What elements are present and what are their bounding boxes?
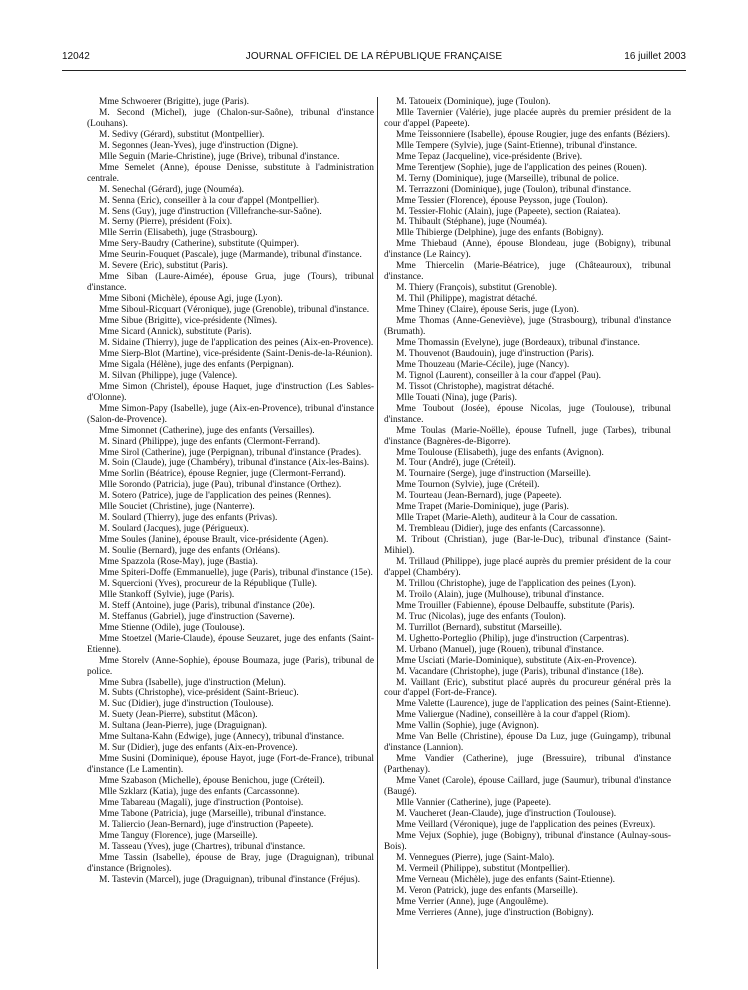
appointment-entry: Mlle Szklarz (Katia), juge des enfants (Carcassonne). [99, 787, 300, 798]
appointment-entry: Mme Soules (Janine), épouse Brault, vice-présidente (Agen). [99, 535, 329, 546]
appointment-entry: M. Vacandare (Christophe), juge (Paris), tribunal d'instance (18e). [396, 666, 644, 677]
appointment-entry: M. Turrillot (Bernard), substitut (Marseille). [396, 622, 562, 633]
appointment-entry: M. Taliercio (Jean-Bernard), juge d'instruction (Papeete). [99, 819, 314, 830]
appointment-entry: Mme Tanguy (Florence), juge (Marseille). [99, 830, 258, 841]
appointment-entry: Mme Toulouse (Elisabeth), juge des enfants (Avignon). [396, 447, 604, 458]
appointment-entry: Mme Verrier (Anne), juge (Angoulême). [396, 896, 549, 907]
appointment-entry: Mme Susini (Dominique), épouse Hayot, juge (Fort-de-France), tribunal d'instance (Le Lamentin). [87, 754, 374, 776]
appointment-entry: M. Soulard (Jacques), juge (Périgueux). [99, 524, 249, 535]
appointment-entry: Mme Sigala (Hélène), juge des enfants (Perpignan). [99, 359, 294, 370]
appointment-entry: Mme Stoetzel (Marie-Claude), épouse Seuzaret, juge des enfants (Saint-Etienne). [87, 633, 374, 655]
appointment-entry: M. Sotero (Patrice), juge de l'application des peines (Rennes). [99, 491, 332, 502]
appointment-entry: M. Sidaine (Thierry), juge de l'application des peines (Aix-en-Provence). [99, 337, 374, 348]
appointment-entry: Mlle Souciet (Christine), juge (Nanterre). [99, 502, 255, 513]
appointment-entry: M. Terrazzoni (Dominique), juge (Toulon), tribunal d'instance. [396, 184, 632, 195]
appointment-entry: M. Silvan (Philippe), juge (Valence). [99, 370, 238, 381]
appointment-entry: Mme Terentjew (Sophie), juge de l'application des peines (Rouen). [396, 162, 647, 173]
appointment-entry: M. Vaillant (Eric), substitut placé auprès du procureur général près la cour d'appel (Fort-de-France). [384, 677, 671, 699]
appointment-entry: Mme Valette (Laurence), juge de l'application des peines (Saint-Etienne). [396, 699, 671, 710]
appointment-entry: Mme Siboul-Ricquart (Véronique), juge (Grenoble), tribunal d'instance. [99, 305, 370, 316]
appointment-entry: M. Steffanus (Gabriel), juge d'instruction (Saverne). [99, 611, 295, 622]
appointment-entry: Mme Simon (Christel), épouse Haquet, juge d'instruction (Les Sables-d'Olonne). [87, 381, 374, 403]
appointment-entry: M. Troilo (Alain), juge (Mulhouse), tribunal d'instance. [396, 589, 604, 600]
appointment-entry: Mme Tessier (Florence), épouse Peysson, juge (Toulon). [396, 195, 608, 206]
appointment-entry: Mme Valiergue (Nadine), conseillère à la cour d'appel (Riom). [396, 710, 631, 721]
appointment-entry: Mme Tabareau (Magali), juge d'instruction (Pontoise). [99, 798, 304, 808]
appointment-entry: Mme Thouzeau (Marie-Cécile), juge (Nancy). [396, 359, 570, 370]
appointment-entry: M. Thibault (Stéphane), juge (Nouméa). [396, 217, 548, 228]
appointment-entry: Mme Vandier (Catherine), juge (Bressuire), tribunal d'instance (Parthenay). [384, 754, 671, 776]
appointment-entry: M. Tourteau (Jean-Bernard), juge (Papeete). [396, 491, 562, 502]
appointment-entry: Mme Teissonniere (Isabelle), épouse Rougier, juge des enfants (Béziers). [396, 129, 670, 140]
appointment-entry: M. Thouvenot (Baudouin), juge d'instruction (Paris). [396, 348, 594, 359]
appointment-entry: M. Serny (Pierre), président (Foix). [99, 217, 233, 228]
appointment-entry: M. Tatoueix (Dominique), juge (Toulon). [396, 97, 551, 107]
appointment-entry: Mme Sibue (Brigitte), vice-présidente (Nîmes). [99, 316, 278, 327]
appointment-entry: M. Steff (Antoine), juge (Paris), tribunal d'instance (20e). [99, 600, 315, 611]
appointment-entry: Mme Sery-Baudry (Catherine), substitute (Quimper). [99, 239, 299, 250]
appointment-entry: Mme Spazzola (Rose-May), juge (Bastia). [99, 557, 258, 568]
appointment-entry: Mme Semelet (Anne), épouse Denisse, substitute à l'administration centrale. [87, 162, 374, 184]
appointment-entry: M. Tasseau (Yves), juge (Chartres), tribunal d'instance. [99, 841, 306, 852]
appointment-entry: Mme Siboni (Michèle), épouse Agi, juge (Lyon). [99, 294, 283, 305]
appointment-entry: Mlle Seguin (Marie-Christine), juge (Brive), tribunal d'instance. [99, 151, 340, 162]
appointment-entry: Mlle Stankoff (Sylvie), juge (Paris). [99, 589, 235, 600]
appointment-entry: M. Tignol (Laurent), conseiller à la cour d'appel (Pau). [396, 370, 602, 381]
appointment-entry: Mme Stienne (Odile), juge (Toulouse). [99, 622, 245, 633]
appointment-entry: M. Tribout (Christian), juge (Bar-le-Duc), tribunal d'instance (Saint-Mihiel). [384, 535, 671, 557]
appointment-entry: M. Tournaire (Serge), juge d'instruction (Marseille). [396, 469, 591, 480]
appointment-entry: M. Sedivy (Gérard), substitut (Montpellier). [99, 129, 265, 140]
appointment-entry: Mme Thiercelin (Marie-Béatrice), juge (Châteauroux), tribunal d'instance. [384, 261, 671, 283]
publication-date: 16 juillet 2003 [624, 51, 686, 62]
appointment-entry: M. Squercioni (Yves), procureur de la République (Tulle). [99, 578, 317, 589]
appointment-entry: M. Trembleau (Didier), juge des enfants (Carcassonne). [396, 524, 606, 535]
appointment-entry: Mme Trapet (Marie-Dominique), juge (Paris). [396, 502, 569, 513]
appointment-entry: M. Terny (Dominique), juge (Marseille), tribunal de police. [396, 173, 619, 184]
appointment-entry: M. Subts (Christophe), vice-président (Saint-Brieuc). [99, 688, 299, 699]
appointment-entry: Mme Toubout (Josée), épouse Nicolas, juge (Toulouse), tribunal d'instance. [384, 403, 671, 425]
appointment-entry: Mme Storelv (Anne-Sophie), épouse Boumaza, juge (Paris), tribunal de police. [87, 655, 374, 677]
appointment-entry: Mlle Tavernier (Valérie), juge placée auprès du premier président de la cour d'appel (Papeete). [384, 107, 671, 129]
appointment-entry: M. Veron (Patrick), juge des enfants (Marseille). [396, 885, 578, 896]
appointment-entry: Mme Tassin (Isabelle), épouse de Bray, juge (Draguignan), tribunal d'instance (Brignoles). [87, 852, 374, 874]
appointment-entry: M. Suety (Jean-Pierre), substitut (Mâcon). [99, 710, 258, 721]
column-divider [377, 97, 378, 969]
appointment-entry: M. Soulie (Bernard), juge des enfants (Orléans). [99, 546, 280, 557]
appointment-entry: Mme Szabason (Michelle), épouse Benichou, juge (Créteil). [99, 776, 325, 787]
appointment-entry: M. Thil (Philippe), magistrat détaché. [396, 294, 538, 305]
appointment-entry: M. Tessier-Flohic (Alain), juge (Papeete), section (Raiatea). [396, 206, 621, 217]
appointment-entry: M. Second (Michel), juge (Chalon-sur-Saône), tribunal d'instance (Louhans). [87, 107, 374, 129]
page-header [62, 50, 686, 66]
appointment-entry: M. Soulard (Thierry), juge des enfants (Privas). [99, 513, 278, 524]
appointment-entry: Mme Veillard (Véronique), juge de l'application des peines (Evreux). [396, 819, 656, 830]
appointment-entry: M. Segonnes (Jean-Yves), juge d'instruction (Digne). [99, 140, 299, 151]
appointment-entry: Mlle Trapet (Marie-Aleth), auditeur à la Cour de cassation. [396, 513, 618, 524]
appointment-entry: Mme Simon-Papy (Isabelle), juge (Aix-en-Provence), tribunal d'instance (Salon-de-Provence). [87, 403, 374, 425]
appointment-entry: M. Urbano (Manuel), juge (Rouen), tribunal d'instance. [396, 644, 604, 655]
appointment-entry: Mlle Tempere (Sylvie), juge (Saint-Etienne), tribunal d'instance. [396, 140, 638, 151]
appointment-entry: M. Suc (Didier), juge d'instruction (Toulouse). [99, 699, 274, 710]
appointment-entry: M. Ughetto-Porteglio (Philip), juge d'instruction (Carpentras). [396, 633, 629, 644]
appointment-entry: Mme Van Belle (Christine), épouse Da Luz, juge (Guingamp), tribunal d'instance (Lannion). [384, 732, 671, 754]
appointment-entry: Mme Thomassin (Evelyne), juge (Bordeaux), tribunal d'instance. [396, 337, 640, 348]
appointment-entry: Mlle Thibierge (Delphine), juge des enfants (Bobigny). [396, 228, 604, 239]
appointment-entry: Mme Sirol (Catherine), juge (Perpignan), tribunal d'instance (Prades). [99, 447, 362, 458]
appointment-entry: M. Sultana (Jean-Pierre), juge (Draguignan). [99, 721, 267, 732]
appointment-entry: Mme Thiney (Claire), épouse Seris, juge (Lyon). [396, 305, 579, 316]
appointment-entry: Mme Sicard (Annick), substitute (Paris). [99, 327, 252, 338]
appointment-entry: Mme Tournon (Sylvie), juge (Créteil). [396, 480, 540, 491]
appointment-entry: Mlle Sorondo (Patricia), juge (Pau), tribunal d'instance (Orthez). [99, 480, 342, 491]
page-number: 12042 [62, 51, 90, 62]
appointment-entry: M. Tastevin (Marcel), juge (Draguignan), tribunal d'instance (Fréjus). [99, 874, 360, 885]
appointment-entry: Mme Tabone (Patricia), juge (Marseille), tribunal d'instance. [99, 808, 327, 819]
appointment-entry: M. Truc (Nicolas), juge des enfants (Toulon). [396, 611, 566, 622]
header-rule [62, 70, 686, 71]
appointment-entry: Mme Tepaz (Jacqueline), vice-présidente (Brive). [396, 151, 583, 162]
appointment-entry: Mme Sultana-Kahn (Edwige), juge (Annecy), tribunal d'instance. [99, 732, 345, 743]
right-column [384, 97, 671, 918]
appointment-entry: Mme Toulas (Marie-Noëlle), épouse Tufnell, juge (Tarbes), tribunal d'instance (Bagnères-de-Bigorre). [384, 425, 671, 447]
appointment-entry: M. Thiery (François), substitut (Grenoble). [396, 283, 557, 294]
left-column [87, 97, 374, 886]
appointment-entry: M. Vaucheret (Jean-Claude), juge d'instruction (Toulouse). [396, 808, 617, 819]
appointment-entry: Mme Vanet (Carole), épouse Caillard, juge (Saumur), tribunal d'instance (Baugé). [384, 776, 671, 798]
appointment-entry: Mme Thiebaud (Anne), épouse Blondeau, juge (Bobigny), tribunal d'instance (Le Raincy). [384, 239, 671, 261]
appointment-entry: M. Severe (Eric), substitut (Paris). [99, 261, 228, 272]
appointment-entry: M. Tour (André), juge (Créteil). [396, 458, 516, 469]
appointment-entry: Mme Sierp-Blot (Martine), vice-présidente (Saint-Denis-de-la-Réunion). [99, 348, 373, 359]
appointment-entry: M. Sinard (Philippe), juge des enfants (Clermont-Ferrand). [99, 436, 321, 447]
appointment-entry: M. Soin (Claude), juge (Chambéry), tribunal d'instance (Aix-les-Bains). [99, 458, 370, 469]
appointment-entry: Mlle Vannier (Catherine), juge (Papeete). [396, 798, 551, 808]
appointment-entry: M. Trillou (Christophe), juge de l'application des peines (Lyon). [396, 578, 636, 589]
appointment-entry: M. Trillaud (Philippe), juge placé auprès du premier président de la cour d'appel (Chambéry). [384, 557, 671, 578]
appointment-entry: Mme Verrieres (Anne), juge d'instruction (Bobigny). [396, 907, 594, 918]
appointment-entry: M. Vennegues (Pierre), juge (Saint-Malo). [396, 852, 555, 863]
appointment-entry: Mme Verneau (Michèle), juge des enfants (Saint-Etienne). [396, 874, 616, 885]
appointment-entry: Mlle Touati (Nina), juge (Paris). [396, 392, 518, 403]
appointment-entry: Mme Siban (Laure-Aimée), épouse Grua, juge (Tours), tribunal d'instance. [87, 272, 374, 294]
appointment-entry: Mme Usciati (Marie-Dominique), substitute (Aix-en-Provence). [396, 655, 637, 666]
appointment-entry: M. Sur (Didier), juge des enfants (Aix-en-Provence). [99, 743, 298, 754]
appointment-entry: Mme Thomas (Anne-Geneviève), juge (Strasbourg), tribunal d'instance (Brumath). [384, 316, 671, 338]
journal-title: JOURNAL OFFICIEL DE LA RÉPUBLIQUE FRANÇAISE [245, 51, 503, 62]
appointment-entry: Mme Seurin-Fouquet (Pascale), juge (Marmande), tribunal d'instance. [99, 250, 362, 261]
appointment-entry: Mme Vejux (Sophie), juge (Bobigny), tribunal d'instance (Aulnay-sous-Bois). [384, 830, 671, 852]
appointment-entry: M. Senna (Eric), conseiller à la cour d'appel (Montpellier). [99, 195, 320, 206]
appointment-entry: M. Sens (Guy), juge d'instruction (Villefranche-sur-Saône). [99, 206, 322, 217]
appointment-entry: M. Tissot (Christophe), magistrat détaché. [396, 381, 555, 392]
appointment-entry: Mme Spiteri-Doffe (Emmanuelle), juge (Paris), tribunal d'instance (15e). [99, 567, 373, 578]
appointment-entry: M. Senechal (Gérard), juge (Nouméa). [99, 184, 244, 195]
appointment-entry: Mme Schwoerer (Brigitte), juge (Paris). [99, 97, 249, 107]
appointment-entry: Mme Trouiller (Fabienne), épouse Delbauffe, substitute (Paris). [396, 600, 635, 611]
appointment-entry: Mme Vallin (Sophie), juge (Avignon). [396, 721, 539, 732]
appointment-entry: M. Vermeil (Philippe), substitut (Montpellier). [396, 863, 571, 874]
appointment-entry: Mme Simonnet (Catherine), juge des enfants (Versailles). [99, 425, 315, 436]
appointment-entry: Mme Sorlin (Béatrice), épouse Regnier, juge (Clermont-Ferrand). [99, 469, 346, 480]
appointment-entry: Mlle Serrin (Elisabeth), juge (Strasbourg). [99, 228, 258, 239]
appointment-entry: Mme Subra (Isabelle), juge d'instruction (Melun). [99, 677, 286, 688]
